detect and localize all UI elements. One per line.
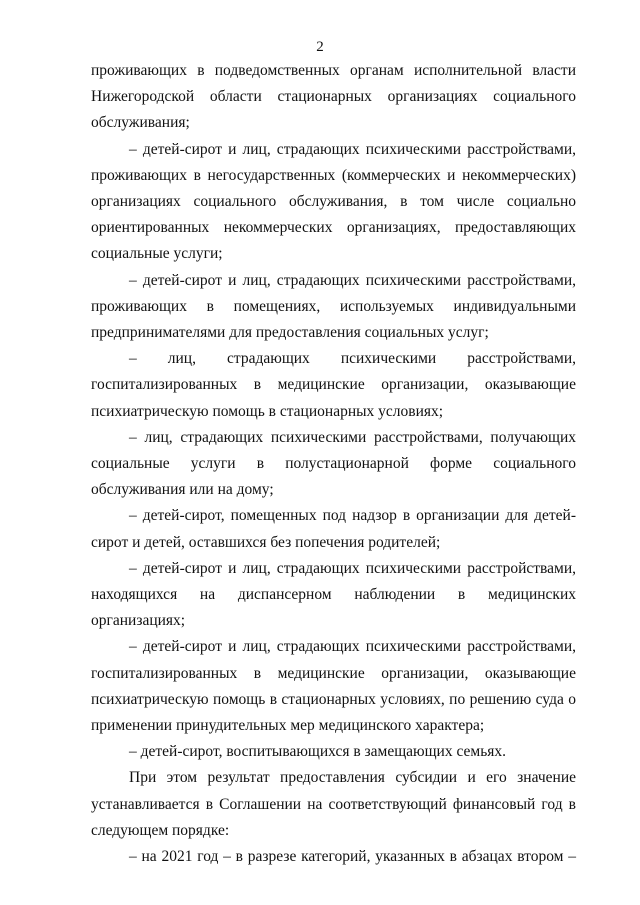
paragraph-continuation: проживающих в подведомственных органам исполнительной власти Нижегородской области стационарных организациях социального обслуживания; xyxy=(91,62,576,132)
document-body xyxy=(91,58,576,870)
list-item-paragraph: – на 2021 год – в разрезе категорий, указанных в абзацах втором – xyxy=(129,848,576,866)
list-item-paragraph: – детей-сирот, воспитывающихся в замещающих семьях. xyxy=(129,743,507,761)
list-item-paragraph: – лиц, страдающих психическими расстройствами, госпитализированных в медицинские организации, оказывающие психиатрическую помощь в стационарных условиях; xyxy=(91,350,576,420)
body-paragraph: При этом результат предоставления субсидии и его значение устанавливается в Соглашении на соответствующий финансовый год в следующем порядке: xyxy=(91,769,576,839)
list-item-paragraph: – детей-сирот и лиц, страдающих психическими расстройствами, находящихся на диспансерном наблюдении в медицинских организациях; xyxy=(91,559,576,630)
page-number: 2 xyxy=(316,39,324,55)
list-item-paragraph: – детей-сирот и лиц, страдающих психическими расстройствами, проживающих в помещениях, используемых индивидуальными предпринимателями для предоставления социальных услуг; xyxy=(91,271,576,342)
list-item-paragraph: – детей-сирот и лиц, страдающих психическими расстройствами, госпитализированных в медицинские организации, оказывающие психиатрическую помощь в стационарных условиях, по решению суда о применении принудительных мер медицинского характера; xyxy=(91,638,576,735)
list-item-paragraph: – детей-сирот и лиц, страдающих психическими расстройствами, проживающих в негосударственных (коммерческих и некоммерческих) организациях социального обслуживания, в том числе социально ориентированных некоммерческих организациях, предоставляющих социальные услуги; xyxy=(91,140,576,263)
list-item-paragraph: – детей-сирот, помещенных под надзор в организации для детей-сирот и детей, оставшихся без попечения родителей; xyxy=(91,507,576,551)
list-item-paragraph: – лиц, страдающих психическими расстройствами, получающих социальные услуги в полустационарной форме социального обслуживания или на дому; xyxy=(91,428,576,499)
